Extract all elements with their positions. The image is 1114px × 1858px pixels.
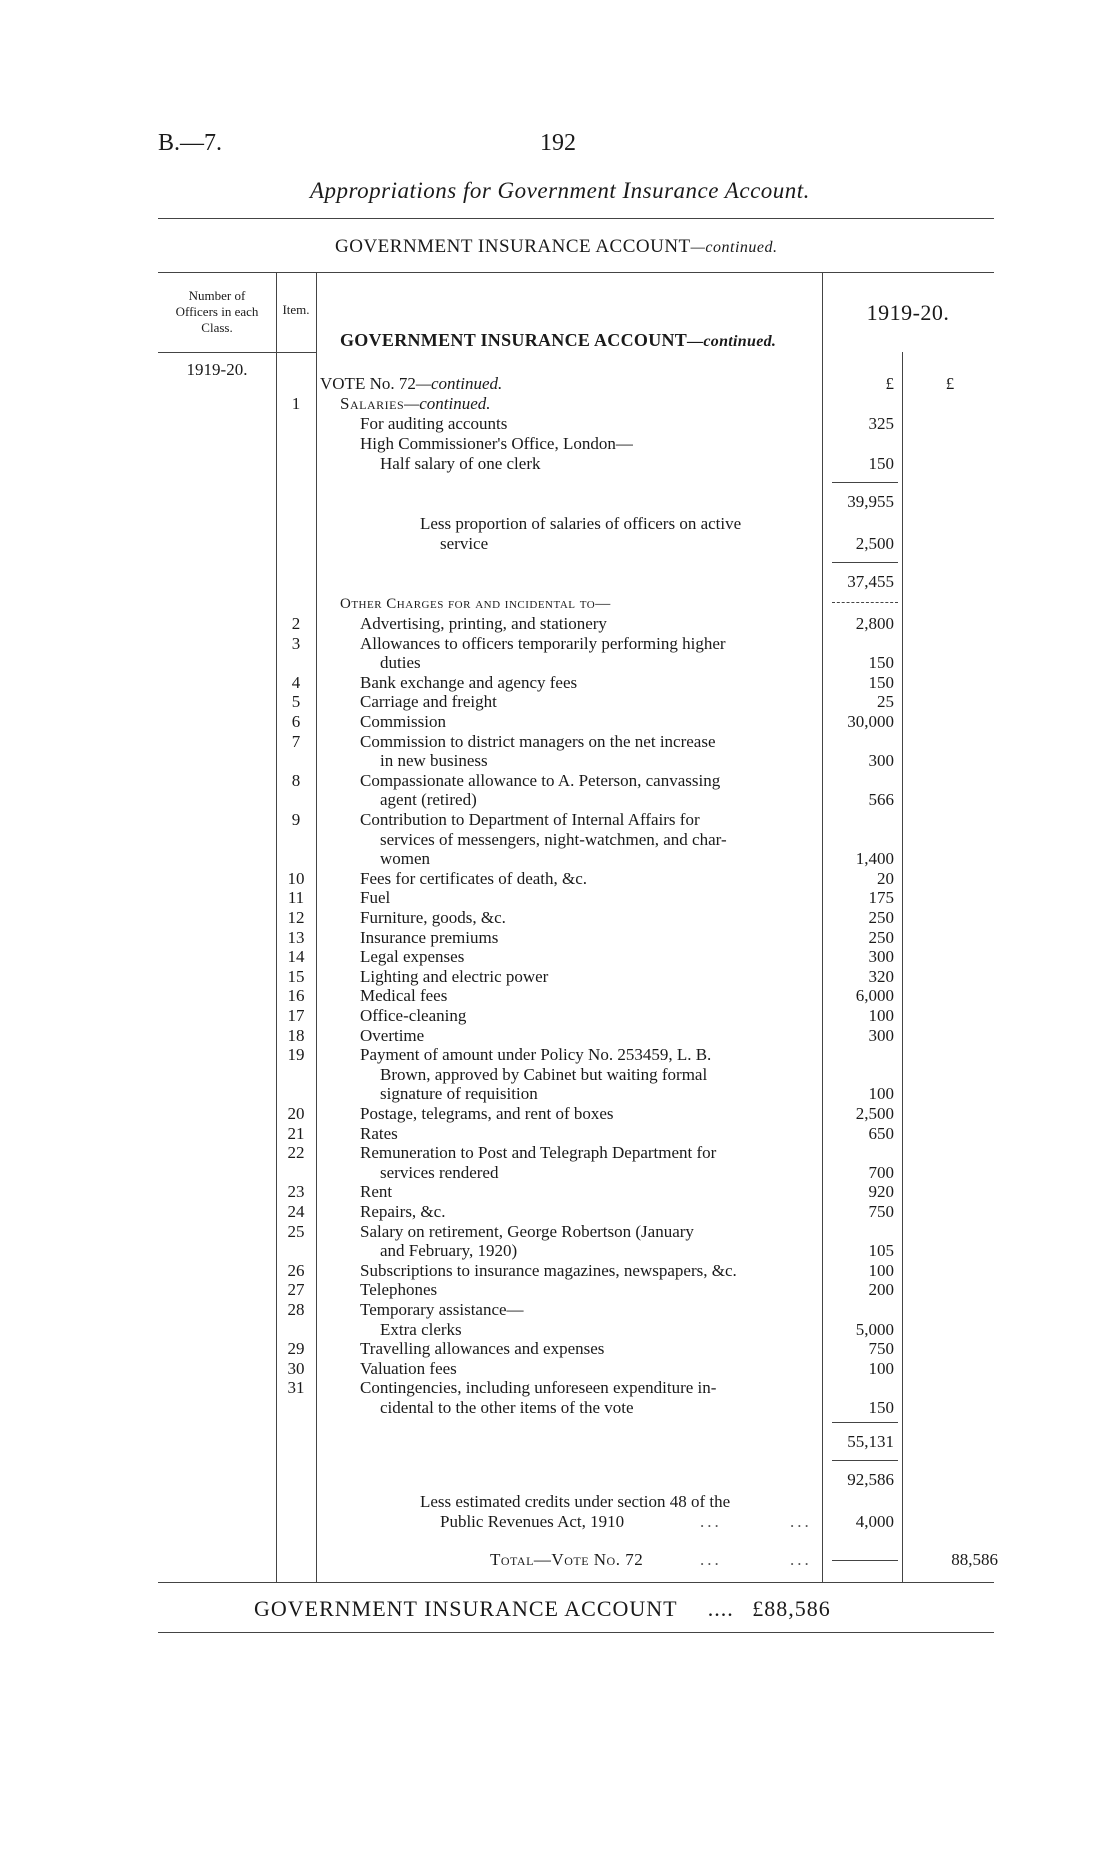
line-half-salary: Half salary of one clerk 150: [380, 454, 894, 473]
charge-row: [0, 1143, 1114, 1163]
charge-description: Allowances to officers temporarily performing higher: [360, 633, 726, 653]
charge-row: [0, 967, 1114, 987]
charge-item-number: 9: [291, 810, 301, 829]
charge-amount: 750: [868, 1202, 894, 1221]
charge-amount: 100: [868, 1006, 894, 1025]
charge-item-number: 28: [287, 1300, 305, 1319]
charge-row: [0, 653, 1114, 673]
charge-description: Valuation fees: [360, 1358, 457, 1378]
charge-item-number: 2: [291, 614, 301, 633]
charge-row: [0, 947, 1114, 967]
charge-amount: 300: [868, 947, 894, 967]
charge-amount: 566: [868, 790, 894, 810]
charge-description: duties: [380, 653, 421, 673]
charge-description: Legal expenses: [360, 947, 465, 967]
charge-description: Lighting and electric power: [360, 966, 549, 986]
charge-row: [0, 986, 1114, 1006]
charge-row: [0, 1163, 1114, 1183]
charge-description: Furniture, goods, &c.: [360, 908, 506, 927]
charge-row: [0, 888, 1114, 908]
charge-row: [0, 634, 1114, 654]
section-subtitle: [335, 236, 778, 258]
charge-row: [0, 692, 1114, 712]
charge-row: [0, 810, 1114, 830]
charge-item-number: 24: [287, 1202, 305, 1221]
subtotal-salaries: 39,955: [847, 492, 894, 511]
charge-row: [0, 1378, 1114, 1398]
charge-description: and February, 1920): [380, 1241, 518, 1261]
charge-row: [0, 928, 1114, 948]
charge-item-number: 25: [287, 1221, 305, 1241]
charge-amount: 6,000: [855, 986, 894, 1006]
charge-item-number: 20: [287, 1104, 305, 1123]
charge-description: in new business: [380, 751, 488, 771]
charge-item-number: 21: [287, 1123, 305, 1143]
charge-amount: 150: [868, 653, 894, 673]
charge-row: [0, 1280, 1114, 1300]
charge-amount: 20: [877, 868, 894, 888]
charge-description: women: [380, 849, 431, 869]
charge-amount: 300: [868, 1025, 894, 1045]
vote-heading: VOTE No. 72—continued.: [320, 374, 503, 393]
charge-row: [0, 614, 1114, 634]
grand-total: 92,586: [847, 1470, 894, 1489]
charge-description: Commission: [360, 712, 446, 731]
charge-row: [0, 908, 1114, 928]
charge-description: services rendered: [380, 1162, 499, 1182]
charge-item-number: 26: [287, 1260, 305, 1280]
charge-item-number: 27: [287, 1280, 305, 1300]
charge-item-number: 23: [287, 1182, 305, 1202]
page-number: 192: [540, 130, 576, 156]
charge-amount: 1,400: [855, 849, 894, 869]
charge-item-number: 16: [287, 986, 305, 1006]
charge-item-number: 15: [287, 966, 305, 986]
charge-amount: 920: [868, 1182, 894, 1202]
charge-row: [0, 1241, 1114, 1261]
charge-item-number: 31: [287, 1378, 305, 1398]
charge-description: Payment of amount under Policy No. 253459, L. B.: [360, 1045, 712, 1065]
charge-description: Postage, telegrams, and rent of boxes: [360, 1104, 614, 1123]
charge-amount: 700: [868, 1162, 894, 1182]
charge-description: Extra clerks: [380, 1319, 462, 1339]
charge-description: services of messengers, night-watchmen, and char-: [380, 829, 727, 849]
charge-row: [0, 1359, 1114, 1379]
charge-row: [0, 1026, 1114, 1046]
charge-item-number: 8: [291, 770, 301, 790]
item-column-header: Item.: [282, 302, 310, 317]
charge-description: Remuneration to Post and Telegraph Department for: [360, 1143, 717, 1163]
charge-amount: 100: [868, 1358, 894, 1378]
other-charges-heading: Other Charges for and incidental to—: [340, 596, 611, 612]
charge-amount: 2,800: [855, 614, 894, 633]
charge-description: Compassionate allowance to A. Peterson, canvassing: [360, 770, 721, 790]
charge-row: [0, 1006, 1114, 1026]
charge-item-number: 19: [287, 1045, 305, 1065]
charge-description: Travelling allowances and expenses: [360, 1339, 605, 1359]
charge-item-number: 10: [287, 868, 305, 888]
officers-year: 1919-20.: [186, 360, 248, 379]
page-title: Appropriations for Government Insurance Account.: [310, 178, 810, 203]
charge-amount: 105: [868, 1241, 894, 1261]
charge-description: Carriage and freight: [360, 692, 497, 712]
charge-row: [0, 1182, 1114, 1202]
charge-description: Telephones: [360, 1280, 438, 1300]
charge-row: [0, 712, 1114, 732]
charge-amount: 300: [868, 751, 894, 771]
charge-description: Bank exchange and agency fees: [360, 672, 578, 692]
charge-amount: 150: [868, 672, 894, 692]
charge-row: [0, 1084, 1114, 1104]
less-estimated-line1: Less estimated credits under section 48 of the: [420, 1492, 731, 1511]
charge-row: [0, 1222, 1114, 1242]
charge-description: Contribution to Department of Internal Affairs for: [360, 810, 700, 829]
charge-description: signature of requisition: [380, 1084, 538, 1104]
charge-row: [0, 1261, 1114, 1281]
charge-amount: 30,000: [847, 712, 894, 731]
charge-row: [0, 771, 1114, 791]
charge-amount: 100: [868, 1260, 894, 1280]
charge-amount: 5,000: [855, 1319, 894, 1339]
charge-row: [0, 790, 1114, 810]
charge-description: Repairs, &c.: [360, 1202, 446, 1221]
charge-row: [0, 751, 1114, 771]
charge-description: Temporary assistance—: [360, 1300, 524, 1319]
charge-amount: 25: [877, 692, 894, 712]
charge-item-number: 7: [291, 731, 301, 751]
charge-description: Rent: [360, 1182, 393, 1202]
subtitle-main: GOVERNMENT INSURANCE ACCOUNT: [335, 236, 691, 257]
less-estimated-line2: Public Revenues Act, 1910 ... ... 4,000: [440, 1512, 894, 1531]
charge-item-number: 5: [291, 692, 301, 712]
charge-description: Salary on retirement, George Robertson (January: [360, 1221, 694, 1241]
charge-row: [0, 1065, 1114, 1085]
pound-sign-2: £: [945, 374, 955, 393]
charge-description: Advertising, printing, and stationery: [360, 614, 607, 633]
salaries-heading: 1 Salaries—continued.: [291, 394, 491, 413]
charge-item-number: 12: [287, 908, 305, 927]
charge-row: [0, 1320, 1114, 1340]
charge-item-number: 30: [287, 1358, 305, 1378]
charge-description: Brown, approved by Cabinet but waiting formal: [380, 1064, 708, 1084]
charge-amount: 650: [868, 1123, 894, 1143]
charge-item-number: 6: [291, 712, 301, 731]
charge-amount: 175: [868, 888, 894, 908]
charge-description: Office-cleaning: [360, 1006, 467, 1025]
total-vote-72: Total—Vote No. 72 ... ... 88,586: [490, 1550, 998, 1569]
charge-row: [0, 1202, 1114, 1222]
charge-description: Contingencies, including unforeseen expenditure in-: [360, 1378, 717, 1398]
charge-row: [0, 830, 1114, 850]
charge-description: Medical fees: [360, 986, 448, 1006]
charge-description: Subscriptions to insurance magazines, newspapers, &c.: [360, 1260, 737, 1280]
charge-item-number: 4: [291, 672, 301, 692]
charge-item-number: 13: [287, 927, 305, 947]
charge-description: Fuel: [360, 888, 391, 908]
charge-item-number: 3: [291, 633, 301, 653]
charge-item-number: 18: [287, 1025, 305, 1045]
charge-amount: 250: [868, 908, 894, 927]
charge-item-number: 14: [287, 947, 305, 967]
charge-item-number: 11: [287, 888, 305, 908]
pound-sign-1: £: [885, 374, 894, 393]
line-high-commissioner: High Commissioner's Office, London—: [360, 434, 633, 453]
charge-row: [0, 1300, 1114, 1320]
footer-total: GOVERNMENT INSURANCE ACCOUNT .... £88,586: [254, 1596, 831, 1621]
charge-item-number: 22: [287, 1143, 305, 1163]
charge-amount: 2,500: [855, 1104, 894, 1123]
charge-description: Overtime: [360, 1025, 425, 1045]
less-proportion-line1: Less proportion of salaries of officers on active: [420, 514, 742, 533]
charge-row: [0, 1398, 1114, 1418]
year-header: 1919-20.: [866, 300, 950, 325]
charge-row: [0, 732, 1114, 752]
less-proportion-line2: service 2,500: [440, 534, 894, 553]
charge-description: cidental to the other items of the vote: [380, 1398, 634, 1417]
charge-description: Insurance premiums: [360, 927, 499, 947]
page-code: B.—7.: [158, 130, 223, 156]
charge-amount: 200: [868, 1280, 894, 1300]
charge-row: [0, 673, 1114, 693]
officers-column-header: Number of Officers in each Class.: [175, 288, 259, 335]
charge-amount: 100: [868, 1084, 894, 1104]
charge-description: Rates: [360, 1123, 398, 1143]
charge-row: [0, 849, 1114, 869]
charge-item-number: 17: [287, 1006, 305, 1025]
subtitle-cont: —continued.: [690, 239, 778, 256]
account-heading: GOVERNMENT INSURANCE ACCOUNT—continued.: [340, 330, 777, 350]
charge-description: Commission to district managers on the net increase: [360, 731, 716, 751]
charge-row: [0, 1104, 1114, 1124]
charge-item-number: 29: [287, 1339, 305, 1359]
charges-total: 55,131: [847, 1432, 894, 1451]
subtotal-net-salaries: 37,455: [847, 572, 894, 591]
charge-amount: 320: [868, 966, 894, 986]
charge-description: agent (retired): [380, 790, 477, 810]
charge-description: Fees for certificates of death, &c.: [360, 868, 588, 888]
charge-row: [0, 1124, 1114, 1144]
charge-row: [0, 1045, 1114, 1065]
line-auditing: For auditing accounts 325: [360, 414, 894, 433]
charge-row: [0, 869, 1114, 889]
charge-row: [0, 1339, 1114, 1359]
charge-amount: 150: [868, 1398, 894, 1417]
charge-amount: 250: [868, 927, 894, 947]
charge-amount: 750: [868, 1339, 894, 1359]
